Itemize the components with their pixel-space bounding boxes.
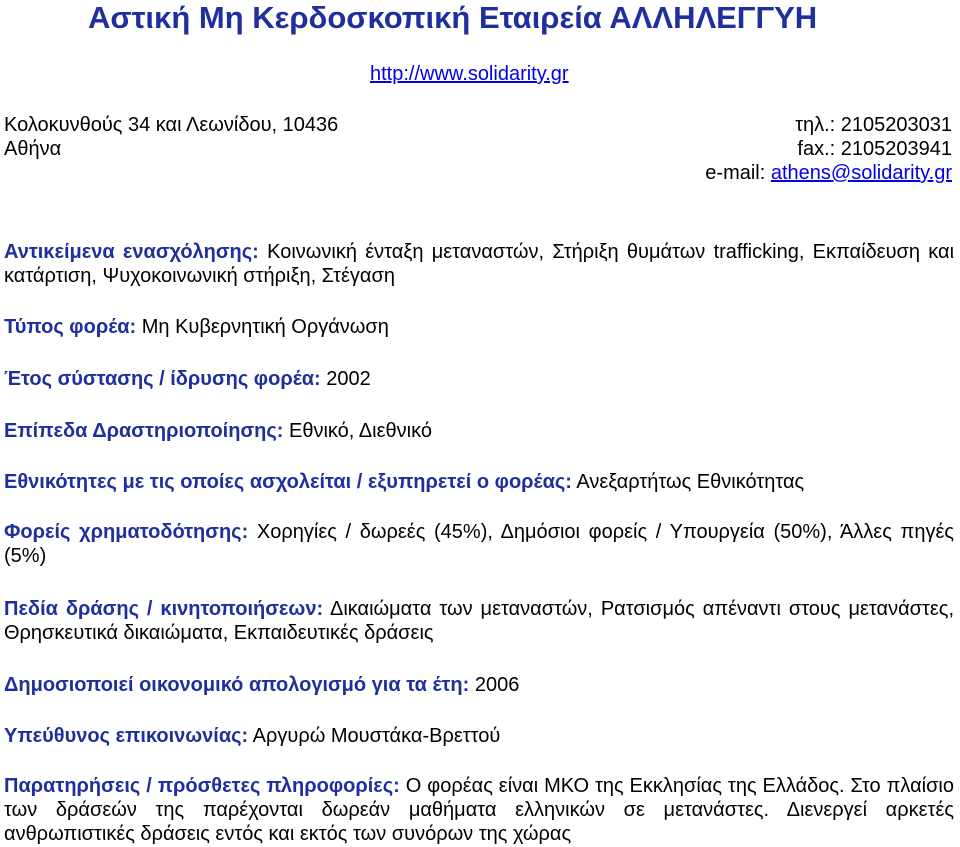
field-value: Μη Κυβερνητική Οργάνωση [141,316,389,338]
phone: τηλ.: 2105203031 [795,114,952,136]
field-budget [4,673,954,697]
address: Κολοκυνθούς 34 και Λεωνίδου, 10436 [4,114,339,136]
field-label: Έτος σύστασης / ίδρυσης φορέα: [4,368,321,390]
field-value: Αργυρώ Μουστάκα-Βρεττού [252,725,501,747]
email-line [705,161,952,185]
field-label: Παρατηρήσεις / πρόσθετες πληροφορίες: [4,775,400,797]
field-value: Κοινωνική ένταξη μεταναστών, Στήριξη θυμάτων trafficking, Εκπαίδευση και κατάρτιση, Ψυχοκοινωνική στήριξη, Στέγαση [4,241,955,287]
field-value: Ανεξαρτήτως Εθνικότητας [576,471,805,493]
field-funding [4,520,954,568]
field-label: Υπεύθυνος επικοινωνίας: [4,725,249,747]
field-levels [4,419,954,443]
field-value: Δικαιώματα των μεταναστών, Ρατσισμός απέναντι στους μετανάστες, Θρησκευτικά δικαιώματα, Εκπαιδευτικές δράσεις [4,598,954,644]
page-title: Αστική Μη Κερδοσκοπική Εταιρεία ΑΛΛΗΛΕΓΓΥΗ [88,0,818,35]
field-label: Εθνικότητες με τις οποίες ασχολείται / εξυπηρετεί ο φορέας: [4,471,572,493]
field-type [4,315,954,339]
website-link[interactable]: http://www.solidarity.gr [370,63,569,85]
field-label: Αντικείμενα ενασχόλησης: [4,241,259,263]
field-value: Ο φορέας είναι ΜΚΟ της Εκκλησίας της Ελλάδος. Στο πλαίσιο των δράσεών της παρέχονται δωρεάν μαθήματα ελληνικών σε μετανάστες. Διενεργεί αρκετές ανθρωπιστικές δράσεις εντός και εκτός των συνόρων της χώρας [4,775,954,845]
field-value: Εθνικό, Διεθνικό [288,420,432,442]
field-value: 2006 [474,674,520,696]
city: Αθήνα [4,138,62,160]
email-label: e-mail: [705,162,771,184]
field-notes [4,774,954,846]
email-link[interactable]: athens@solidarity.gr [770,162,952,184]
field-value: 2002 [326,368,371,390]
fax: fax.: 2105203941 [797,138,952,160]
contact-row-2 [4,137,952,161]
field-label: Φορείς χρηματοδότησης: [4,521,249,543]
field-label: Επίπεδα Δραστηριοποίησης: [4,420,284,442]
field-fields-of-action [4,597,954,645]
field-label: Πεδία δράσης / κινητοποιήσεων: [4,598,324,620]
contact-block [4,113,952,185]
field-value: Χορηγίες / δωρεές (45%), Δημόσιοι φορείς / Υπουργεία (50%), Άλλες πηγές (5%) [4,521,954,567]
contact-row-1 [4,113,952,137]
contact-row-3 [4,161,952,185]
field-areas [4,240,954,288]
field-label: Δημοσιοποιεί οικονομικό απολογισμό για τα έτη: [4,674,470,696]
field-contact-person [4,724,954,748]
field-label: Τύπος φορέα: [4,316,137,338]
field-year [4,367,954,391]
field-nationalities [4,470,954,494]
